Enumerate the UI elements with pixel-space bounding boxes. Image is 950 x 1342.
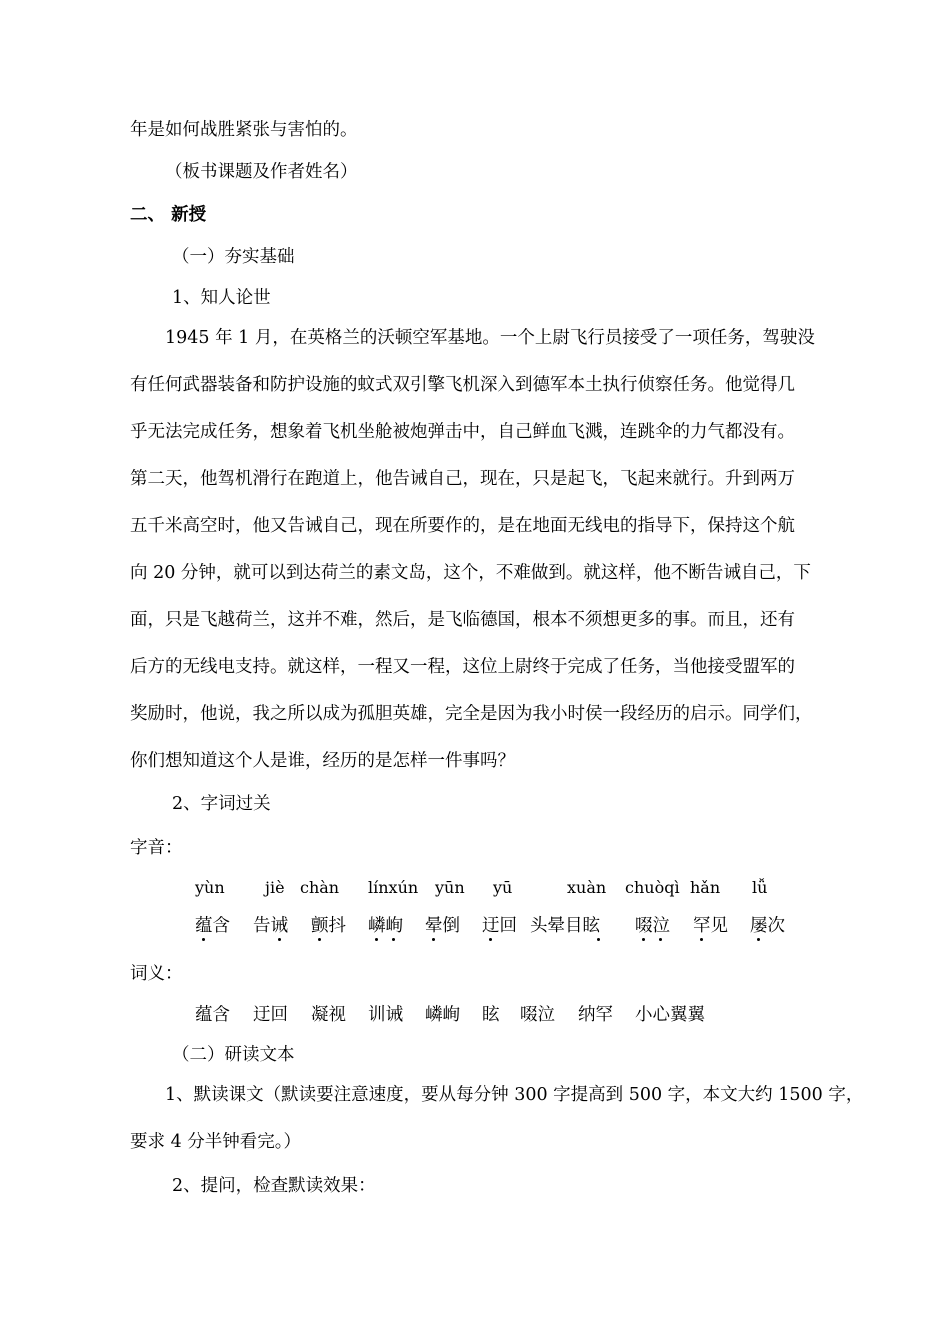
subsection-heading-1: （一）夯实基础 bbox=[172, 247, 295, 267]
pinyin: lǚ bbox=[752, 878, 768, 897]
ciyi-word: 纳罕 bbox=[578, 1005, 613, 1025]
ciyi-word: 迂回 bbox=[253, 1005, 288, 1025]
ciyi-word: 嶙峋 bbox=[425, 1005, 460, 1025]
emphasis-dot bbox=[278, 938, 281, 941]
emphasis-dot bbox=[642, 938, 645, 941]
reading-paragraph bbox=[130, 1072, 885, 1166]
section-heading: 二、 新授 bbox=[130, 205, 207, 225]
story-line: 五千米高空时，他又告诫自己，现在所要作的，是在地面无线电的指导下，保持这个航 bbox=[130, 516, 795, 536]
story-line: 向 20 分钟，就可以到达荷兰的素文岛，这个，不难做到。就这样，他不断告诫自己，下 bbox=[130, 563, 811, 583]
emphasis-dot bbox=[700, 938, 703, 941]
pinyin: yūn bbox=[435, 878, 465, 897]
story-line: 你们想知道这个人是谁，经历的是怎样一件事吗？ bbox=[130, 751, 515, 771]
ciyi-word: 眩 bbox=[482, 1005, 500, 1025]
pinyin: línxún bbox=[368, 878, 419, 897]
emphasis-dot bbox=[757, 938, 760, 941]
story-line: 1945 年 1 月，在英格兰的沃顿空军基地。一个上尉飞行员接受了一项任务，驾驶没 bbox=[130, 328, 815, 348]
story-paragraph bbox=[130, 315, 885, 785]
emphasis-dot bbox=[659, 938, 662, 941]
emphasis-dot bbox=[597, 938, 600, 941]
ziyin-word: 罕见 bbox=[693, 916, 728, 936]
reading-line: 要求 4 分半钟看完。） bbox=[130, 1132, 302, 1152]
pinyin: yùn bbox=[195, 878, 225, 897]
ciyi-word: 啜泣 bbox=[520, 1005, 555, 1025]
item-heading-1: 1、知人论世 bbox=[172, 288, 271, 308]
pinyin: chuòqì bbox=[625, 878, 680, 897]
ciyi-word: 凝视 bbox=[311, 1005, 346, 1025]
emphasis-dot bbox=[318, 938, 321, 941]
ciyi-word: 小心翼翼 bbox=[635, 1005, 705, 1025]
ciyi-word: 训诫 bbox=[368, 1005, 403, 1025]
ciyi-word: 蕴含 bbox=[195, 1005, 230, 1025]
ziyin-word: 屡次 bbox=[750, 916, 785, 936]
pinyin: yū bbox=[493, 878, 513, 897]
pinyin: hǎn bbox=[690, 878, 721, 897]
story-line: 奖励时，他说，我之所以成为孤胆英雄，完全是因为我小时侯一段经历的启示。同学们， bbox=[130, 704, 813, 724]
ziyin-label: 字音： bbox=[130, 838, 183, 858]
story-line: 后方的无线电支持。就这样，一程又一程，这位上尉终于完成了任务，当他接受盟军的 bbox=[130, 657, 795, 677]
emphasis-dot bbox=[202, 938, 205, 941]
text-line-2: （板书课题及作者姓名） bbox=[165, 162, 358, 182]
ziyin-word: 嶙峋 bbox=[368, 916, 403, 936]
ziyin-word: 颤抖 bbox=[311, 916, 346, 936]
ziyin-word: 蕴含 bbox=[195, 916, 230, 936]
ziyin-word: 啜泣 bbox=[635, 916, 670, 936]
story-line: 有任何武器装备和防护设施的蚊式双引擎飞机深入到德军本土执行侦察任务。他觉得几 bbox=[130, 375, 795, 395]
subsection-heading-2: （二）研读文本 bbox=[172, 1045, 295, 1065]
story-line: 乎无法完成任务，想象着飞机坐舱被炮弹击中，自己鲜血飞溅，连跳伞的力气都没有。 bbox=[130, 422, 795, 442]
ziyin-word: 晕倒 bbox=[425, 916, 460, 936]
emphasis-dot bbox=[375, 938, 378, 941]
story-line: 面，只是飞越荷兰，这并不难，然后，是飞临德国，根本不须想更多的事。而且，还有 bbox=[130, 610, 795, 630]
pinyin: chàn bbox=[300, 878, 340, 897]
ciyi-label: 词义： bbox=[130, 964, 183, 984]
item-heading-2: 2、字词过关 bbox=[172, 794, 271, 814]
pinyin: xuàn bbox=[567, 878, 607, 897]
story-line: 第二天，他驾机滑行在跑道上，他告诫自己，现在，只是起飞，飞起来就行。升到两万 bbox=[130, 469, 795, 489]
pinyin: jiè bbox=[265, 878, 285, 897]
emphasis-dot bbox=[489, 938, 492, 941]
text-line-1: 年是如何战胜紧张与害怕的。 bbox=[130, 120, 358, 140]
emphasis-dot bbox=[392, 938, 395, 941]
reading-line: 1、默读课文（默读要注意速度，要从每分钟 300 字提高到 500 字，本文大约 1500 字， bbox=[130, 1085, 864, 1105]
ziyin-word: 迂回 bbox=[482, 916, 517, 936]
emphasis-dot bbox=[432, 938, 435, 941]
ziyin-word: 头晕目眩 bbox=[530, 916, 600, 936]
ziyin-word: 告诫 bbox=[253, 916, 288, 936]
item-heading-3: 2、提问，检查默读效果： bbox=[172, 1176, 376, 1196]
